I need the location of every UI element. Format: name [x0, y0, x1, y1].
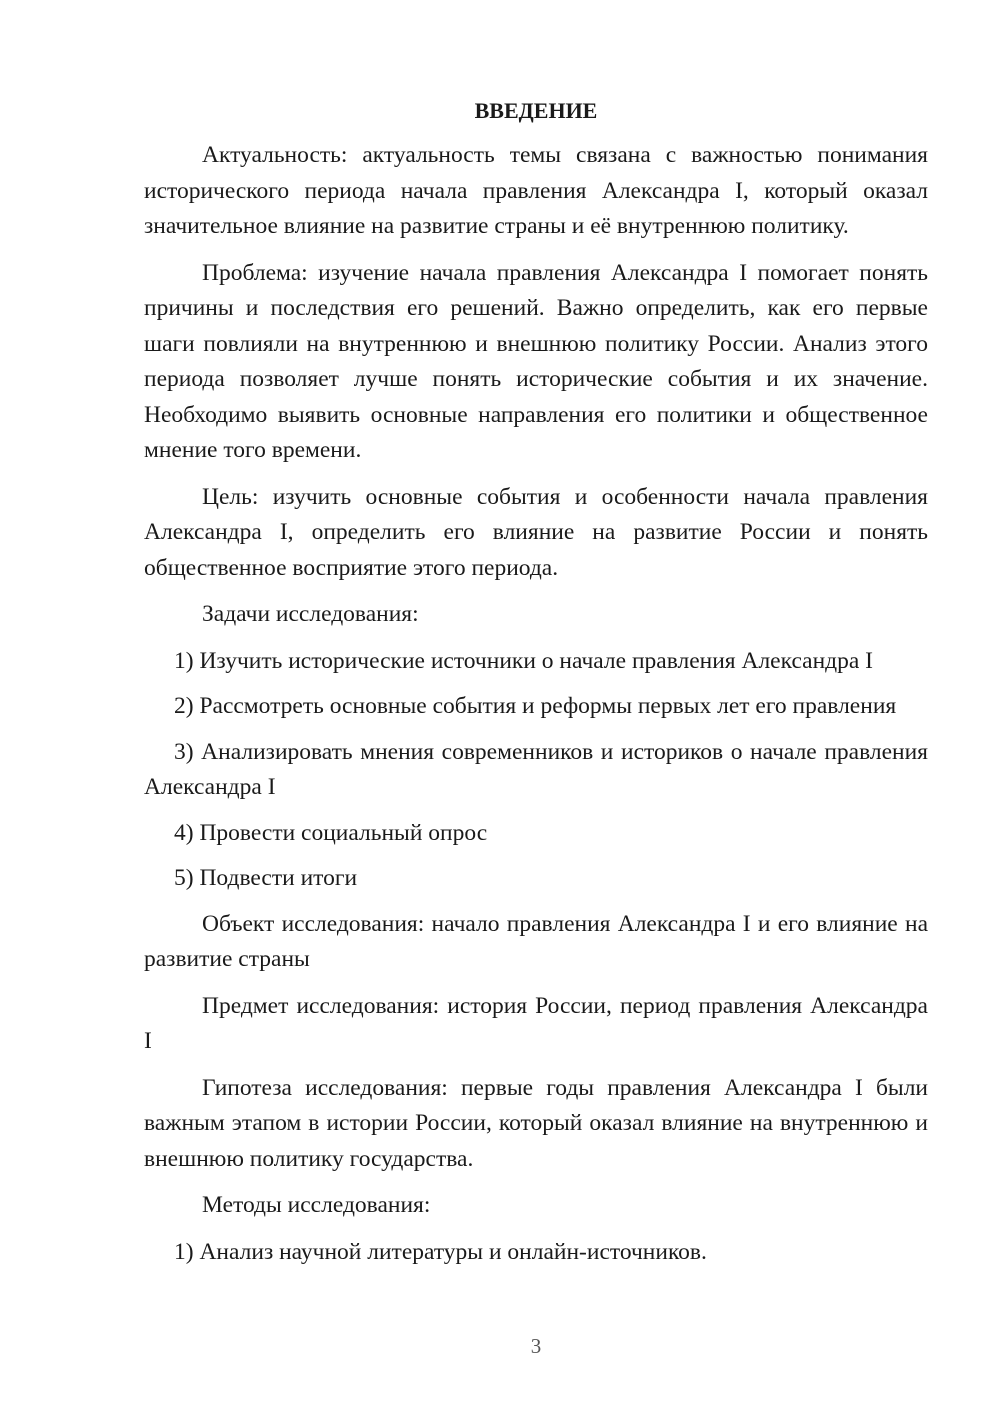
- task-item: 5) Подвести итоги: [174, 865, 358, 891]
- task-item: 4) Провести социальный опрос: [174, 819, 488, 846]
- object-paragraph: Объект исследования: начало правления Александра I и его влияние на развитие страны: [144, 910, 928, 972]
- subject-paragraph: Предмет исследования: история России, период правления Александра I: [144, 992, 928, 1054]
- section-title: ВВЕДЕНИЕ: [474, 98, 598, 123]
- task-item: 3) Анализировать мнения современников и историков о начале правления Александра I: [144, 738, 928, 800]
- task-item: 2) Рассмотреть основные события и реформы первых лет его правления: [174, 693, 897, 719]
- problem-paragraph: Проблема: изучение начала правления Александра I помогает понять причины и последствия его решений. Важно определить, как его первые шаги повлияли на внутреннюю и внешнюю политику России. Анализ этого периода позволяет лучше понять исторические события и их значение. Необходимо выявить основные направления его политики и общественное мнение того времени.: [144, 259, 928, 463]
- page-number: 3: [530, 1334, 542, 1358]
- relevance-paragraph: Актуальность: актуальность темы связана с важностью понимания исторического периода начала правления Александра I, который оказал значительное влияние на развитие страны и её внутреннюю политику.: [144, 142, 928, 239]
- method-item: 1) Анализ научной литературы и онлайн-источников.: [174, 1238, 707, 1265]
- goal-paragraph: Цель: изучить основные события и особенности начала правления Александра I, определить его влияние на развитие России и понять общественное восприятие этого периода.: [144, 483, 928, 581]
- tasks-heading: Задачи исследования:: [202, 601, 419, 627]
- hypothesis-paragraph: Гипотеза исследования: первые годы правления Александра I были важным этапом в истории России, который оказал влияние на внутреннюю и внешнюю политику государства.: [144, 1074, 928, 1172]
- task-item: 1) Изучить исторические источники о начале правления Александра I: [174, 647, 874, 674]
- methods-heading: Методы исследования:: [202, 1192, 431, 1218]
- page-content: [144, 94, 928, 1280]
